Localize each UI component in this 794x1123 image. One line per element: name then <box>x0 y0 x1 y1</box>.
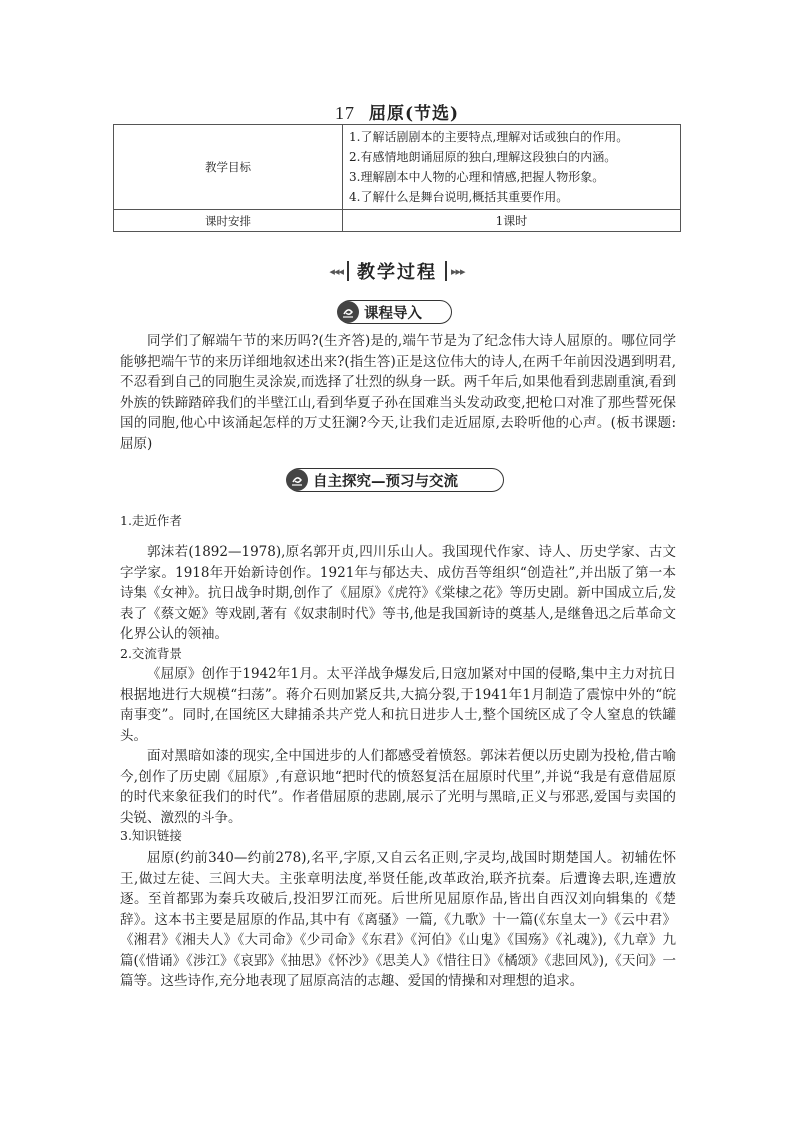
intro-section-title: 课程导入 <box>364 305 422 322</box>
goal-item: 2.有感情地朗诵屈原的独白,理解这段独白的内涵。 <box>349 150 617 164</box>
goal-item: 4.了解什么是舞台说明,概括其重要作用。 <box>349 190 569 204</box>
hours-value: 1课时 <box>343 210 681 232</box>
right-arrows-icon: ▸▸▸ <box>451 264 465 278</box>
intro-paragraph: 同学们了解端午节的来历吗?(生齐答)是的,端午节是为了纪念伟大诗人屈原的。哪位同学能够把端午节的来历详细地叙述出来?(指生答)正是这位伟大的诗人,在两千年前因没遇到明君,不忍看到自己的同胞生灵涂炭,而选择了壮烈的纵身一跃。两千年后,如果他看到悲剧重演,看到外族的铁蹄踏碎我们的半壁江山,看到华夏子孙在国难当头发动政变,把枪口对准了那些誓死保国的同胞,他心中该涌起怎样的万丈狂澜?今天,让我们走近屈原,去聆听他的心声。(板书课题:屈原) <box>120 333 676 452</box>
lesson-title-text: 屈原(节选) <box>368 104 460 124</box>
goal-item: 3.理解剧本中人物的心理和情感,把握人物形象。 <box>349 170 605 184</box>
knowledge-paragraph: 屈原(约前340—约前278),名平,字原,又自云名正则,字灵均,战国时期楚国人。初辅佐怀王,做过左徒、三闾大夫。主张章明法度,举贤任能,改革政治,联齐抗秦。后遭谗去职,连遭放逐。至首都郢为秦兵攻破后,投汨罗江而死。后世所见屈原作品,皆出自西汉刘向辑集的《楚辞》。这本书主要是屈原的作品,其中有《离骚》一篇,《九歌》十一篇(《东皇太一》《云中君》《湘君》《湘夫人》《大司命》《少司命》《东君》《河伯》《山鬼》《国殇》《礼魂》),《九章》九篇(《惜诵》《涉江》《哀郢》《抽思》《怀沙》《思美人》《惜往日》《橘颂》《悲回风》),《天问》一篇等。这些诗作,充分地表现了屈原高洁的志趣、爱国的情操和对理想的追求。 <box>120 850 676 989</box>
swirl-icon <box>337 301 359 323</box>
process-banner-title: 教学过程 <box>357 262 437 283</box>
background-paragraph: 《屈原》创作于1942年1月。太平洋战争爆发后,日寇加紧对中国的侵略,集中主力对抗日根据地进行大规模“扫荡”。蒋介石则加紧反共,大搞分裂,于1941年1月制造了震惊中外的“皖南事变”。同时,在国统区大肆捕杀共产党人和抗日进步人士,整个国统区成了令人窒息的铁罐头。 <box>120 666 676 744</box>
teaching-process-banner <box>0 256 794 286</box>
teaching-goals-table <box>113 124 681 232</box>
lesson-number: 17 <box>334 103 355 123</box>
intro-section-badge <box>338 300 452 324</box>
lesson-title <box>0 99 794 124</box>
goals-label: 教学目标 <box>114 125 343 210</box>
explore-section-badge <box>287 468 504 492</box>
banner-divider <box>445 261 447 281</box>
hours-row <box>114 210 681 232</box>
knowledge-heading: 3.知识链接 <box>120 828 182 843</box>
author-heading: 1.走近作者 <box>120 513 182 528</box>
banner-divider <box>347 261 349 281</box>
swirl-icon <box>286 469 308 491</box>
author-paragraph: 郭沫若(1892—1978),原名郭开贞,四川乐山人。我国现代作家、诗人、历史学家、古文字学家。1918年开始新诗创作。1921年与郁达夫、成仿吾等组织“创造社”,并出版了第一本诗集《女神》。抗日战争时期,创作了《屈原》《虎符》《棠棣之花》等历史剧。新中国成立后,发表了《蔡文姬》等戏剧,著有《奴隶制时代》等书,他是我国新诗的奠基人,是继鲁迅之后革命文化界公认的领袖。 <box>120 544 676 642</box>
goal-item: 1.了解话剧剧本的主要特点,理解对话或独白的作用。 <box>349 130 629 144</box>
left-arrows-icon: ◂◂◂ <box>329 264 343 278</box>
background-paragraph: 面对黑暗如漆的现实,全中国进步的人们都感受着愤怒。郭沫若便以历史剧为投枪,借古喻今,创作了历史剧《屈原》,有意识地“把时代的愤怒复活在屈原时代里”,并说“我是有意借屈原的时代来象征我们的时代”。作者借屈原的悲剧,展示了光明与黑暗,正义与邪恶,爱国与卖国的尖锐、激烈的斗争。 <box>120 748 676 826</box>
goals-row <box>114 125 681 210</box>
explore-section-title: 自主探究—预习与交流 <box>313 473 458 490</box>
goals-list <box>343 125 681 210</box>
background-heading: 2.交流背景 <box>120 646 182 661</box>
hours-label: 课时安排 <box>114 210 343 232</box>
